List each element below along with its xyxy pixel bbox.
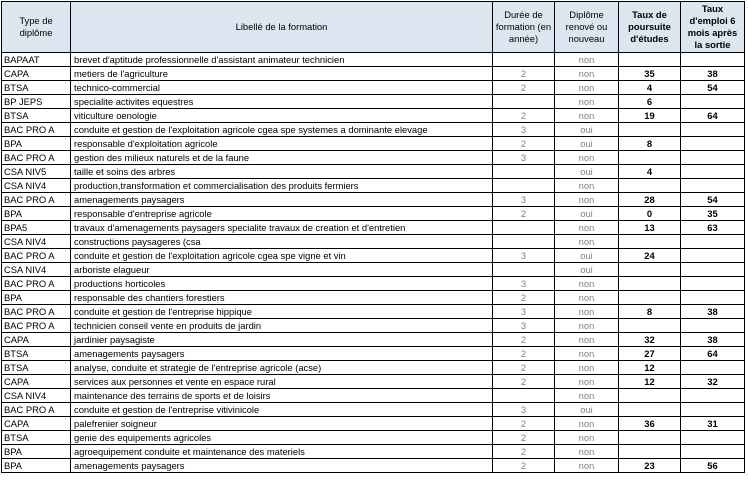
table-row — [2, 235, 745, 249]
cell-type-diplome: BAC PRO A — [2, 249, 71, 263]
cell-taux-poursuite: 12 — [619, 375, 681, 389]
cell-libelle-formation: brevet d'aptitude professionnelle d'assistant animateur technicien — [71, 53, 493, 67]
cell-taux-emploi: 31 — [681, 417, 745, 431]
cell-type-diplome: BAC PRO A — [2, 403, 71, 417]
table-row — [2, 263, 745, 277]
table-row — [2, 445, 745, 459]
cell-type-diplome: BTSA — [2, 347, 71, 361]
header-taux-emploi: Taux d'emploi 6 mois après la sortie — [681, 2, 745, 53]
cell-type-diplome: CSA NIV4 — [2, 263, 71, 277]
cell-libelle-formation: constructions paysageres (csa — [71, 235, 493, 249]
cell-duree-formation — [493, 221, 555, 235]
cell-diplome-renove: non — [555, 445, 619, 459]
cell-diplome-renove: non — [555, 53, 619, 67]
cell-taux-emploi — [681, 445, 745, 459]
cell-taux-emploi — [681, 249, 745, 263]
cell-diplome-renove: non — [555, 361, 619, 375]
cell-duree-formation: 2 — [493, 333, 555, 347]
table-row — [2, 347, 745, 361]
cell-taux-emploi: 63 — [681, 221, 745, 235]
cell-diplome-renove: non — [555, 291, 619, 305]
cell-taux-poursuite — [619, 235, 681, 249]
cell-type-diplome: BAC PRO A — [2, 123, 71, 137]
cell-taux-poursuite: 32 — [619, 333, 681, 347]
cell-taux-poursuite — [619, 319, 681, 333]
cell-taux-poursuite: 24 — [619, 249, 681, 263]
cell-duree-formation: 2 — [493, 347, 555, 361]
cell-libelle-formation: viticulture oenologie — [71, 109, 493, 123]
cell-diplome-renove: non — [555, 81, 619, 95]
cell-taux-emploi — [681, 361, 745, 375]
cell-taux-poursuite: 35 — [619, 67, 681, 81]
cell-taux-emploi — [681, 291, 745, 305]
cell-taux-poursuite: 4 — [619, 81, 681, 95]
cell-duree-formation: 2 — [493, 81, 555, 95]
cell-libelle-formation: technico-commercial — [71, 81, 493, 95]
cell-taux-emploi — [681, 137, 745, 151]
cell-libelle-formation: services aux personnes et vente en espace rural — [71, 375, 493, 389]
cell-diplome-renove: oui — [555, 207, 619, 221]
cell-type-diplome: BPA — [2, 137, 71, 151]
cell-taux-poursuite — [619, 277, 681, 291]
table-row — [2, 431, 745, 445]
header-duree-formation: Durée de formation (en année) — [493, 2, 555, 53]
cell-type-diplome: BTSA — [2, 431, 71, 445]
cell-taux-emploi: 64 — [681, 347, 745, 361]
cell-taux-emploi — [681, 53, 745, 67]
cell-taux-emploi — [681, 403, 745, 417]
cell-libelle-formation: palefrenier soigneur — [71, 417, 493, 431]
cell-diplome-renove: oui — [555, 249, 619, 263]
cell-taux-emploi — [681, 165, 745, 179]
cell-type-diplome: BAPAAT — [2, 53, 71, 67]
cell-diplome-renove: non — [555, 389, 619, 403]
cell-libelle-formation: amenagements paysagers — [71, 193, 493, 207]
cell-type-diplome: BPA — [2, 459, 71, 473]
cell-duree-formation: 2 — [493, 431, 555, 445]
cell-taux-emploi — [681, 151, 745, 165]
cell-type-diplome: BAC PRO A — [2, 305, 71, 319]
cell-type-diplome: BP JEPS — [2, 95, 71, 109]
cell-libelle-formation: gestion des milieux naturels et de la faune — [71, 151, 493, 165]
cell-libelle-formation: arboriste elagueur — [71, 263, 493, 277]
cell-diplome-renove: oui — [555, 123, 619, 137]
cell-libelle-formation: agroequipement conduite et maintenance des materiels — [71, 445, 493, 459]
table-row — [2, 361, 745, 375]
cell-type-diplome: BTSA — [2, 81, 71, 95]
cell-libelle-formation: conduite et gestion de l'exploitation agricole cgea spe vigne et vin — [71, 249, 493, 263]
table-row — [2, 207, 745, 221]
cell-taux-emploi: 38 — [681, 333, 745, 347]
cell-taux-poursuite — [619, 389, 681, 403]
cell-taux-poursuite — [619, 179, 681, 193]
cell-type-diplome: BAC PRO A — [2, 193, 71, 207]
cell-taux-poursuite: 19 — [619, 109, 681, 123]
cell-diplome-renove: non — [555, 305, 619, 319]
cell-taux-emploi — [681, 179, 745, 193]
cell-taux-emploi — [681, 123, 745, 137]
cell-libelle-formation: taille et soins des arbres — [71, 165, 493, 179]
cell-diplome-renove: oui — [555, 263, 619, 277]
cell-libelle-formation: amenagements paysagers — [71, 347, 493, 361]
cell-taux-emploi: 38 — [681, 305, 745, 319]
cell-taux-emploi: 64 — [681, 109, 745, 123]
cell-libelle-formation: conduite et gestion de l'entreprise hippique — [71, 305, 493, 319]
cell-type-diplome: BAC PRO A — [2, 151, 71, 165]
cell-libelle-formation: analyse, conduite et strategie de l'entreprise agricole (acse) — [71, 361, 493, 375]
table-row — [2, 417, 745, 431]
cell-libelle-formation: metiers de l'agriculture — [71, 67, 493, 81]
cell-type-diplome: CAPA — [2, 333, 71, 347]
cell-libelle-formation: conduite et gestion de l'entreprise vitivinicole — [71, 403, 493, 417]
cell-libelle-formation: production,transformation et commercialisation des produits fermiers — [71, 179, 493, 193]
cell-taux-poursuite: 8 — [619, 305, 681, 319]
cell-libelle-formation: productions horticoles — [71, 277, 493, 291]
cell-taux-emploi: 32 — [681, 375, 745, 389]
cell-diplome-renove: non — [555, 221, 619, 235]
cell-diplome-renove: non — [555, 67, 619, 81]
table-row — [2, 151, 745, 165]
cell-duree-formation — [493, 53, 555, 67]
cell-duree-formation — [493, 263, 555, 277]
table-row — [2, 81, 745, 95]
table-row — [2, 53, 745, 67]
table-row — [2, 291, 745, 305]
cell-type-diplome: BAC PRO A — [2, 277, 71, 291]
cell-diplome-renove: non — [555, 417, 619, 431]
cell-type-diplome: CSA NIV4 — [2, 389, 71, 403]
cell-type-diplome: BAC PRO A — [2, 319, 71, 333]
cell-taux-poursuite: 0 — [619, 207, 681, 221]
cell-type-diplome: BPA — [2, 291, 71, 305]
cell-taux-emploi — [681, 319, 745, 333]
table-row — [2, 403, 745, 417]
table-row — [2, 305, 745, 319]
cell-diplome-renove: non — [555, 277, 619, 291]
cell-duree-formation: 2 — [493, 445, 555, 459]
table-row — [2, 179, 745, 193]
header-type-diplome: Type de diplôme — [2, 2, 71, 53]
cell-libelle-formation: amenagements paysagers — [71, 459, 493, 473]
cell-libelle-formation: specialite activites equestres — [71, 95, 493, 109]
cell-duree-formation — [493, 389, 555, 403]
cell-taux-emploi: 54 — [681, 193, 745, 207]
formations-table — [1, 1, 745, 473]
cell-libelle-formation: responsable des chantiers forestiers — [71, 291, 493, 305]
cell-type-diplome: CAPA — [2, 417, 71, 431]
table-row — [2, 319, 745, 333]
cell-duree-formation: 2 — [493, 459, 555, 473]
table-body — [2, 53, 745, 473]
table-row — [2, 221, 745, 235]
cell-duree-formation: 2 — [493, 417, 555, 431]
cell-taux-emploi — [681, 263, 745, 277]
table-row — [2, 375, 745, 389]
cell-duree-formation: 3 — [493, 403, 555, 417]
table-row — [2, 193, 745, 207]
table-row — [2, 123, 745, 137]
table-row — [2, 277, 745, 291]
table-row — [2, 165, 745, 179]
cell-duree-formation: 3 — [493, 123, 555, 137]
cell-diplome-renove: non — [555, 109, 619, 123]
cell-taux-emploi: 35 — [681, 207, 745, 221]
cell-diplome-renove: non — [555, 333, 619, 347]
cell-type-diplome: BPA — [2, 207, 71, 221]
cell-libelle-formation: conduite et gestion de l'exploitation agricole cgea spe systemes a dominante elevage — [71, 123, 493, 137]
cell-diplome-renove: non — [555, 375, 619, 389]
cell-diplome-renove: non — [555, 347, 619, 361]
header-diplome-renove: Diplôme renové ou nouveau — [555, 2, 619, 53]
cell-taux-poursuite: 28 — [619, 193, 681, 207]
table-row — [2, 249, 745, 263]
cell-duree-formation: 2 — [493, 361, 555, 375]
table-row — [2, 137, 745, 151]
cell-duree-formation: 2 — [493, 67, 555, 81]
cell-taux-poursuite — [619, 291, 681, 305]
cell-taux-poursuite — [619, 123, 681, 137]
cell-duree-formation: 3 — [493, 319, 555, 333]
cell-taux-poursuite: 27 — [619, 347, 681, 361]
table-row — [2, 333, 745, 347]
cell-diplome-renove: non — [555, 459, 619, 473]
cell-type-diplome: CSA NIV4 — [2, 235, 71, 249]
cell-diplome-renove: non — [555, 431, 619, 445]
cell-duree-formation — [493, 95, 555, 109]
cell-duree-formation: 3 — [493, 249, 555, 263]
cell-taux-poursuite: 8 — [619, 137, 681, 151]
cell-taux-poursuite: 36 — [619, 417, 681, 431]
cell-libelle-formation: responsable d'entreprise agricole — [71, 207, 493, 221]
cell-duree-formation: 3 — [493, 305, 555, 319]
cell-duree-formation — [493, 165, 555, 179]
table-row — [2, 109, 745, 123]
cell-taux-emploi: 38 — [681, 67, 745, 81]
cell-taux-poursuite — [619, 445, 681, 459]
cell-duree-formation: 2 — [493, 109, 555, 123]
cell-duree-formation — [493, 235, 555, 249]
cell-type-diplome: BPA — [2, 445, 71, 459]
cell-type-diplome: CSA NIV5 — [2, 165, 71, 179]
cell-type-diplome: CSA NIV4 — [2, 179, 71, 193]
cell-libelle-formation: technicien conseil vente en produits de jardin — [71, 319, 493, 333]
cell-diplome-renove: non — [555, 235, 619, 249]
cell-libelle-formation: travaux d'amenagements paysagers specialite travaux de creation et d'entretien — [71, 221, 493, 235]
cell-taux-poursuite — [619, 431, 681, 445]
cell-taux-emploi — [681, 95, 745, 109]
cell-duree-formation: 2 — [493, 375, 555, 389]
cell-type-diplome: BTSA — [2, 109, 71, 123]
header-taux-poursuite: Taux de poursuite d'études — [619, 2, 681, 53]
cell-type-diplome: CAPA — [2, 67, 71, 81]
cell-taux-emploi: 54 — [681, 81, 745, 95]
cell-type-diplome: CAPA — [2, 375, 71, 389]
cell-taux-emploi — [681, 389, 745, 403]
header-libelle-formation: Libellé de la formation — [71, 2, 493, 53]
cell-diplome-renove: non — [555, 95, 619, 109]
cell-taux-poursuite — [619, 403, 681, 417]
cell-libelle-formation: jardinier paysagiste — [71, 333, 493, 347]
cell-type-diplome: BTSA — [2, 361, 71, 375]
cell-duree-formation: 3 — [493, 193, 555, 207]
cell-diplome-renove: non — [555, 193, 619, 207]
cell-taux-poursuite — [619, 263, 681, 277]
cell-taux-emploi — [681, 431, 745, 445]
cell-duree-formation: 3 — [493, 277, 555, 291]
cell-diplome-renove: non — [555, 179, 619, 193]
header-row — [2, 2, 745, 53]
table-row — [2, 67, 745, 81]
cell-taux-poursuite: 13 — [619, 221, 681, 235]
cell-duree-formation: 2 — [493, 137, 555, 151]
cell-taux-poursuite — [619, 151, 681, 165]
cell-duree-formation: 2 — [493, 291, 555, 305]
cell-duree-formation — [493, 179, 555, 193]
cell-diplome-renove: oui — [555, 165, 619, 179]
cell-taux-emploi — [681, 277, 745, 291]
cell-diplome-renove: oui — [555, 403, 619, 417]
cell-libelle-formation: maintenance des terrains de sports et de loisirs — [71, 389, 493, 403]
cell-taux-emploi — [681, 235, 745, 249]
cell-taux-poursuite — [619, 53, 681, 67]
cell-diplome-renove: non — [555, 151, 619, 165]
cell-duree-formation: 3 — [493, 151, 555, 165]
cell-duree-formation: 2 — [493, 207, 555, 221]
table-row — [2, 389, 745, 403]
cell-diplome-renove: non — [555, 319, 619, 333]
cell-taux-poursuite: 6 — [619, 95, 681, 109]
table-row — [2, 95, 745, 109]
cell-libelle-formation: genie des equipements agricoles — [71, 431, 493, 445]
cell-taux-poursuite: 23 — [619, 459, 681, 473]
cell-type-diplome: BPA5 — [2, 221, 71, 235]
cell-taux-emploi: 56 — [681, 459, 745, 473]
cell-taux-poursuite: 12 — [619, 361, 681, 375]
cell-libelle-formation: responsable d'exploitation agricole — [71, 137, 493, 151]
cell-taux-poursuite: 4 — [619, 165, 681, 179]
table-row — [2, 459, 745, 473]
cell-diplome-renove: oui — [555, 137, 619, 151]
